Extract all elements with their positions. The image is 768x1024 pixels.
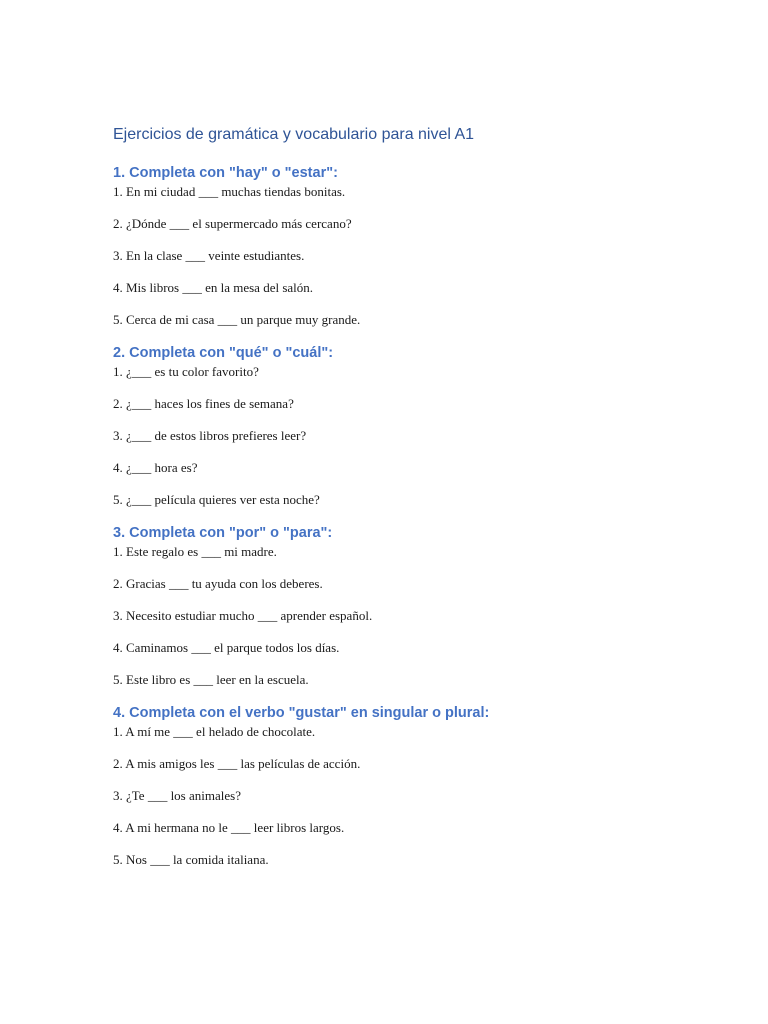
exercise-list bbox=[113, 183, 713, 329]
section-heading: 1. Completa con "hay" o "estar": bbox=[113, 165, 338, 181]
section-por-para bbox=[113, 523, 713, 689]
exercise-item: 5. Cerca de mi casa ___ un parque muy grande. bbox=[113, 312, 361, 327]
exercise-item: 3. ¿___ de estos libros prefieres leer? bbox=[113, 428, 307, 443]
exercise-list bbox=[113, 543, 713, 689]
section-heading: 2. Completa con "qué" o "cuál": bbox=[113, 345, 334, 361]
exercise-item: 2. Gracias ___ tu ayuda con los deberes. bbox=[113, 576, 323, 591]
exercise-item: 2. A mis amigos les ___ las películas de acción. bbox=[113, 756, 361, 771]
exercise-item: 2. ¿Dónde ___ el supermercado más cercano? bbox=[113, 216, 352, 231]
exercise-item: 1. ¿___ es tu color favorito? bbox=[113, 364, 259, 379]
exercise-item: 1. En mi ciudad ___ muchas tiendas bonitas. bbox=[113, 184, 346, 199]
exercise-item: 4. ¿___ hora es? bbox=[113, 460, 198, 475]
document-title: Ejercicios de gramática y vocabulario para nivel A1 bbox=[113, 126, 475, 143]
exercise-item: 1. Este regalo es ___ mi madre. bbox=[113, 544, 277, 559]
section-gustar bbox=[113, 703, 713, 869]
exercise-item: 3. Necesito estudiar mucho ___ aprender español. bbox=[113, 608, 373, 623]
document-content bbox=[113, 124, 713, 883]
section-hay-estar bbox=[113, 163, 713, 329]
exercise-item: 2. ¿___ haces los fines de semana? bbox=[113, 396, 294, 411]
section-heading: 3. Completa con "por" o "para": bbox=[113, 525, 333, 541]
section-heading: 4. Completa con el verbo "gustar" en singular o plural: bbox=[113, 705, 490, 721]
exercise-list bbox=[113, 723, 713, 869]
section-que-cual bbox=[113, 343, 713, 509]
exercise-item: 3. En la clase ___ veinte estudiantes. bbox=[113, 248, 305, 263]
exercise-item: 4. Mis libros ___ en la mesa del salón. bbox=[113, 280, 314, 295]
exercise-item: 5. Nos ___ la comida italiana. bbox=[113, 852, 269, 867]
exercise-item: 4. A mi hermana no le ___ leer libros largos. bbox=[113, 820, 345, 835]
exercise-item: 1. A mí me ___ el helado de chocolate. bbox=[113, 724, 316, 739]
exercise-list bbox=[113, 363, 713, 509]
exercise-item: 4. Caminamos ___ el parque todos los días. bbox=[113, 640, 340, 655]
exercise-item: 5. ¿___ película quieres ver esta noche? bbox=[113, 492, 320, 507]
exercise-item: 3. ¿Te ___ los animales? bbox=[113, 788, 241, 803]
exercise-item: 5. Este libro es ___ leer en la escuela. bbox=[113, 672, 309, 687]
